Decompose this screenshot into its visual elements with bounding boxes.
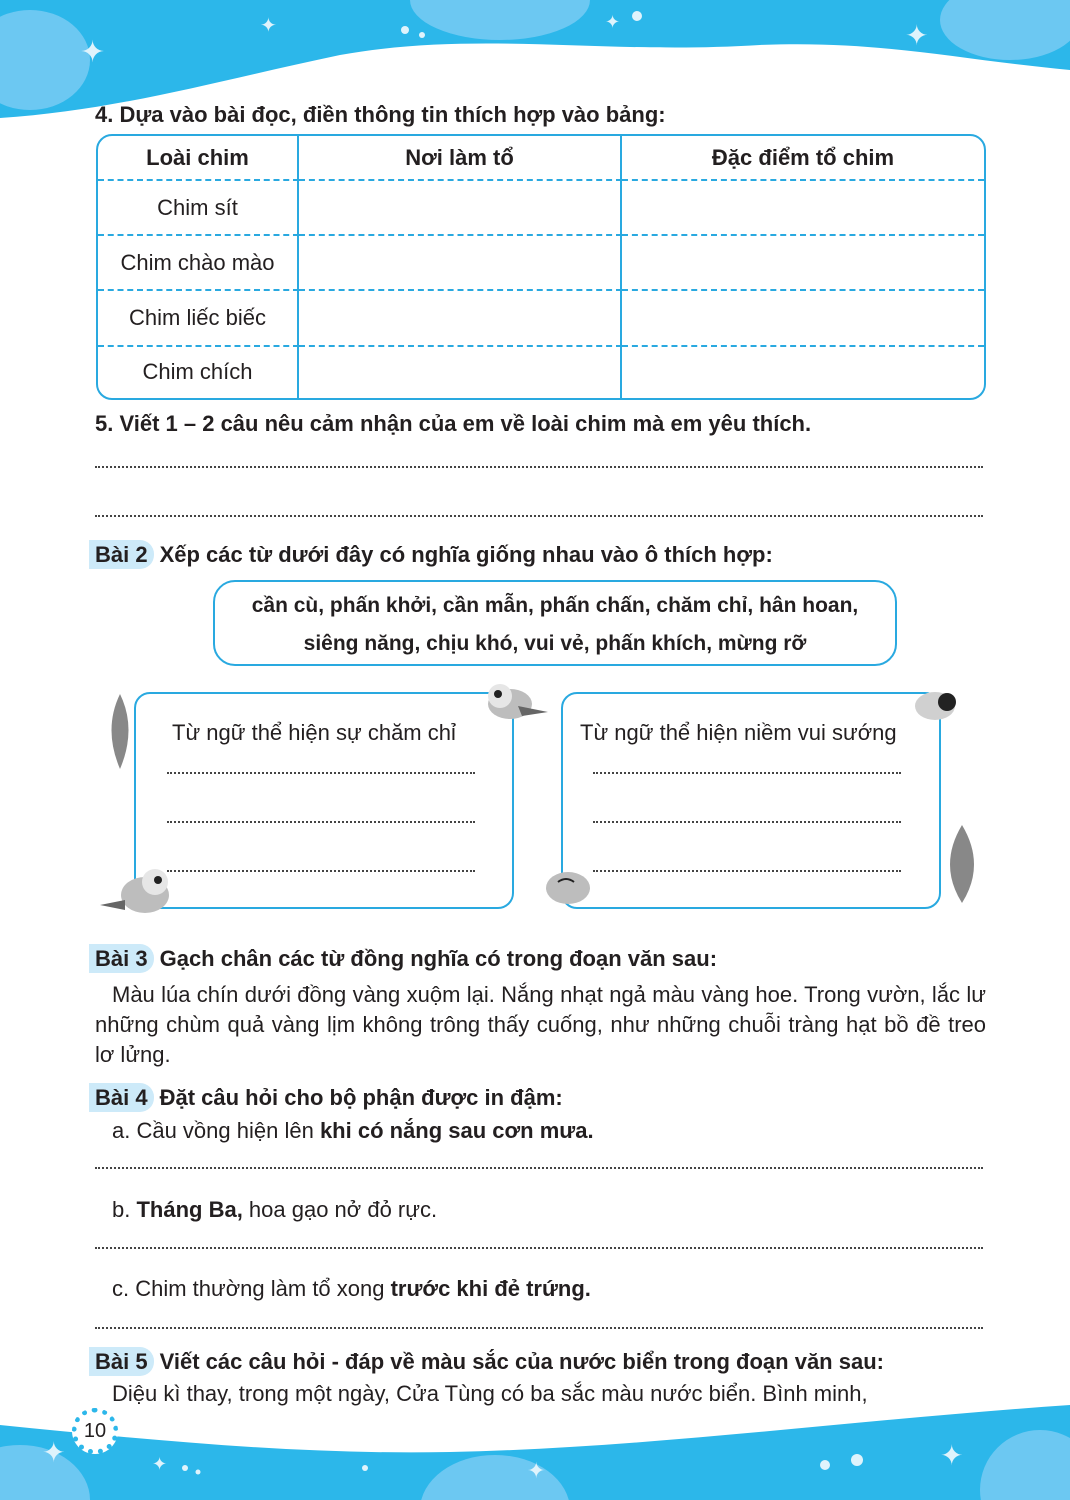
box-title: Từ ngữ thể hiện sự chăm chỉ: [172, 720, 456, 745]
leaf-illustration-icon: [938, 825, 986, 903]
table-row: [98, 181, 984, 236]
box-title: Từ ngữ thể hiện niềm vui sướng: [580, 720, 897, 745]
nest-location-cell[interactable]: [299, 291, 622, 346]
answer-line[interactable]: [95, 1247, 983, 1249]
question-b: [112, 1197, 437, 1223]
word-bank: [213, 580, 897, 666]
footer-wave-decoration: [0, 1400, 1070, 1500]
answer-line[interactable]: [167, 821, 475, 823]
page-number: 10: [83, 1420, 107, 1442]
question-text: c. Chim thường làm tổ xong: [112, 1276, 391, 1301]
page-number-badge: [72, 1408, 118, 1454]
bold-part: khi có nắng sau cơn mưa.: [319, 1118, 594, 1143]
exercise-label: Bài 3: [89, 944, 154, 973]
exercise-title: Viết các câu hỏi - đáp về màu sắc của nước biển trong đoạn văn sau:: [159, 1349, 884, 1374]
svg-text:✦: ✦: [527, 1458, 546, 1483]
bird-illustration-icon: [478, 676, 550, 726]
nest-feature-cell[interactable]: [622, 347, 984, 398]
bird-name-cell: Chim chào mào: [98, 236, 299, 291]
column-header: Nơi làm tổ: [299, 136, 622, 181]
bird-illustration-icon: [536, 860, 596, 915]
answer-line[interactable]: [593, 821, 901, 823]
nest-feature-cell[interactable]: [622, 236, 984, 291]
question-text: b.: [112, 1197, 137, 1222]
exercise-title: Xếp các từ dưới đây có nghĩa giống nhau vào ô thích hợp:: [159, 542, 773, 567]
answer-line[interactable]: [167, 870, 475, 872]
question-a: [112, 1118, 594, 1144]
answer-line[interactable]: [95, 515, 983, 517]
answer-line[interactable]: [593, 870, 901, 872]
bold-part: trước khi đẻ trứng.: [390, 1276, 591, 1301]
leaf-illustration-icon: [103, 694, 137, 769]
svg-text:✦: ✦: [80, 36, 106, 69]
word-bank-line: cần cù, phấn khởi, cần mẫn, phấn chấn, chăm chỉ, hân hoan,: [251, 594, 859, 617]
word-bank-line: siêng năng, chịu khó, vui vẻ, phấn khích, mừng rỡ: [303, 632, 807, 655]
table-header-row: [98, 136, 984, 181]
bai3-heading: [89, 946, 717, 972]
answer-line[interactable]: [167, 772, 475, 774]
table-row: [98, 347, 984, 398]
q4-title: 4. Dựa vào bài đọc, điền thông tin thích hợp vào bảng:: [95, 102, 666, 127]
answer-line[interactable]: [593, 772, 901, 774]
bai5-text: Diệu kì thay, trong một ngày, Cửa Tùng có ba sắc màu nước biển. Bình minh,: [112, 1381, 868, 1406]
svg-text:✦: ✦: [605, 12, 621, 32]
bird-illustration-icon: [100, 860, 180, 930]
svg-text:✦: ✦: [260, 15, 277, 37]
svg-text:✦: ✦: [152, 1454, 168, 1474]
bai3-paragraph: Màu lúa chín dưới đồng vàng xuộm lại. Nắng nhạt ngả màu vàng hoe. Trong vườn, lắc lư những chùm quả vàng lịm không trông thấy cuống, như những chuỗi tràng hạt bồ đề treo lơ lửng.: [95, 982, 986, 1067]
bai2-heading: [89, 542, 773, 568]
joy-box: [561, 692, 941, 909]
bird-table: [96, 134, 986, 400]
bird-illustration-icon: [905, 684, 970, 734]
bai5-heading: [89, 1349, 884, 1375]
svg-text:✦: ✦: [42, 1437, 66, 1468]
exercise-label: Bài 4: [89, 1083, 154, 1112]
exercise-title: Đặt câu hỏi cho bộ phận được in đậm:: [159, 1085, 563, 1110]
nest-location-cell[interactable]: [299, 181, 622, 236]
exercise-label: Bài 5: [89, 1347, 154, 1376]
svg-text:✦: ✦: [905, 20, 929, 51]
question-c: [112, 1276, 591, 1302]
column-header: Loài chim: [98, 136, 299, 181]
q5-title: 5. Viết 1 – 2 câu nêu cảm nhận của em về loài chim mà em yêu thích.: [95, 411, 812, 436]
nest-feature-cell[interactable]: [622, 181, 984, 236]
bird-name-cell: Chim chích: [98, 347, 299, 398]
nest-location-cell[interactable]: [299, 236, 622, 291]
bold-part: Tháng Ba,: [136, 1197, 243, 1222]
nest-location-cell[interactable]: [299, 347, 622, 398]
answer-line[interactable]: [95, 1167, 983, 1169]
diligence-box: [134, 692, 514, 909]
nest-feature-cell[interactable]: [622, 291, 984, 346]
question-text: a. Cầu vồng hiện lên: [112, 1118, 320, 1143]
exercise-label: Bài 2: [89, 540, 154, 569]
table-row: [98, 236, 984, 291]
exercise-title: Gạch chân các từ đồng nghĩa có trong đoạn văn sau:: [159, 946, 718, 971]
answer-line[interactable]: [95, 1327, 983, 1329]
column-header: Đặc điểm tổ chim: [622, 136, 984, 181]
question-text: hoa gạo nở đỏ rực.: [242, 1197, 438, 1222]
bird-name-cell: Chim sít: [98, 181, 299, 236]
bai4-heading: [89, 1085, 563, 1111]
table-row: [98, 291, 984, 346]
svg-text:✦: ✦: [940, 1440, 964, 1471]
answer-line[interactable]: [95, 466, 983, 468]
bird-name-cell: Chim liếc biếc: [98, 291, 299, 346]
